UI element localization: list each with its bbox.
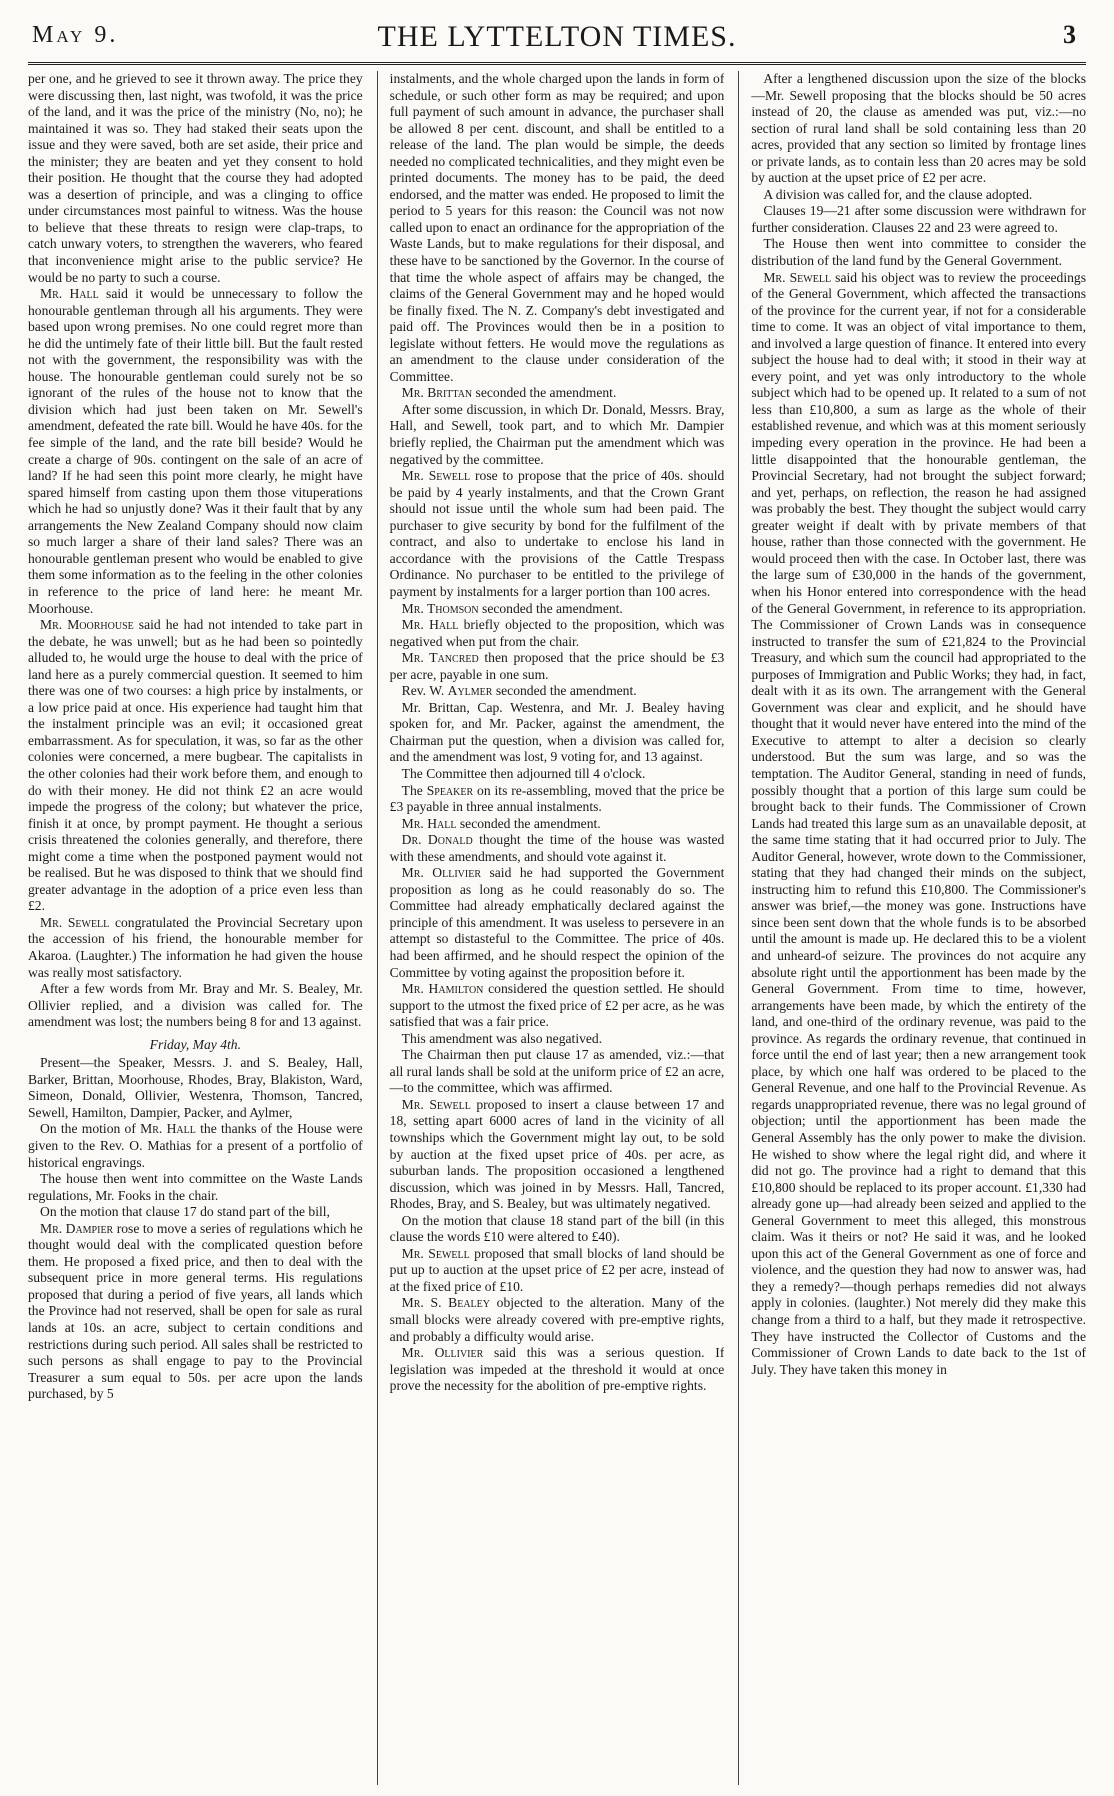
paragraph-text: said he had supported the Government proposition as long as he could reasonably do so. The Committee had already emphatically declared against the principle of this amendment. It was useless to persevere in an attempt so distasteful to the Committee. The price of 40s. had been affirmed, and he should respect the opinion of the Committee by voting against the proposition before it. bbox=[389, 865, 725, 980]
paragraph: The Committee then adjourned till 4 o'clock. bbox=[401, 765, 646, 781]
paragraph-text: seconded the amendment. bbox=[492, 683, 637, 699]
page-number: 3 bbox=[1063, 20, 1076, 49]
paragraph-text: said his object was to review the proceedings of the General Government, which affected the transactions of the province for the current year, if not for a considerable time to come. It was an object of vital importance to them, and involved a large question of finance. It entered into every subject the house had to deal with; it stood in their way at every point, and yet was only introductory to the whole subject which had to be opened up. It related to a sum of not less than £10,800, a sum as large as the whole of their established revenue, and which was at this moment seriously impeding every operation in the province. He had been a little disappointed that the honourable gentleman, the Provincial Secretary, had not brought the subject forward; and yet, perhaps, on reflection, the reason he had assigned was probably the best. They thought the subject would carry greater weight if dealt with by private members of that house, rather than those connected with the government. He would proceed then with the case. In October last, there was the large sum of £30,000 in the hands of the government, when his Honor entered into correspondence with the head of the General Government, in reference to its appropriation. The Commissioner of Crown Lands was in consequence instructed to transfer the sum of £21,824 to the Provincial Treasury, and which sum the council had appropriated to the purposes of Immigration and Public Works; they had, in fact, dealt with it as its own. The arrangement with the General Government was clear and explicit, and he should have thought that it would never have entered into the mind of the Executive to attempt to alter a decision so clearly understood. But the sum was large, and so was the temptation. The Auditor General, standing in need of funds, possibly thought that a portion of this large sum could be brought back to their funds. The Commissioner of Crown Lands had treated this large sum as an unavailable deposit, at the same time stating that it had occurred prior to July. The Auditor General, however, wrote down to the Commissioner, stating that they had changed their minds on the subject, instructing him to refund this £10,800. The Commissioner's answer was brief,—the money was gone. Instructions have since been sent down that the whole funds is to be absorbed until the amount is made up. He declared this to be a violent and unheard-of seizure. The provinces do not acquire any absolute right until the apportionment has been made by the General Government. From time to time, however, arrangements have been made, by which the entirety of the land, and one-third of the ordinary revenue, was paid to the province. As regards the ordinary revenue, that continued in force until the end of last year; then a new arrangement took place, by which one half was ordered to be placed to the General Revenue, and one half to the Provincial Revenue. As regards unappropriated revenue, there was no legal ground of objection; until the apportionment has been made the General Assembly has the only power to make the division. He wished to show where the legal right did, and where it did not go. The province had a right to demand that this £10,800 should be replaced to its proper account. £1,330 had already gone up—had already been seized and applied to the General Government to meet this alleged, this monstrous claim. Was it theirs or not? He said it was, and he looked upon this act of the General Government as one of force and violence, and the question they had now to answer was, had they a remedy?—though perhaps remedies did not always apply in colonies. (laughter.) Not merely did they make this change from a third to a half, but they made it retrospective. They have instructed the Collector of Customs and the Commissioner of Crown Lands to date back to the 1st of July. They have taken this money in bbox=[751, 269, 1086, 1377]
speaker-name: Mr. Sewell bbox=[401, 1096, 471, 1112]
article-columns bbox=[28, 71, 1086, 1785]
paragraph bbox=[28, 1121, 363, 1171]
paragraph bbox=[390, 1246, 725, 1296]
paragraph bbox=[390, 385, 725, 402]
speaker-name: Mr. Ollivier bbox=[401, 865, 481, 881]
paragraph bbox=[390, 617, 725, 650]
speaker-name: Mr. Sewell bbox=[401, 468, 471, 484]
paragraph bbox=[28, 1221, 363, 1403]
paragraph bbox=[390, 601, 725, 618]
paragraph-text: Rev. W. bbox=[401, 683, 448, 699]
paragraph bbox=[390, 783, 725, 816]
paragraph: The house then went into committee on the Waste Lands regulations, Mr. Fooks in the chair. bbox=[28, 1171, 363, 1203]
paragraph-text: seconded the amendment. bbox=[478, 600, 623, 616]
paragraph bbox=[390, 1097, 725, 1213]
paragraph bbox=[390, 981, 725, 1031]
paragraph-text: objected to the alteration. Many of the small blocks were already covered with pre-emptive rights, and probably a difficulty would arise. bbox=[389, 1295, 725, 1344]
paragraph-text: briefly objected to the proposition, which was negatived when put from the chair. bbox=[389, 617, 725, 649]
paragraph bbox=[28, 286, 363, 617]
speaker-name: Mr. Dampier bbox=[40, 1220, 114, 1236]
paragraph-text: On the motion of bbox=[40, 1121, 141, 1137]
speaker-name: Mr. Ollivier bbox=[401, 1345, 484, 1361]
paragraph-text: proposed to insert a clause between 17 and 18, setting apart 6000 acres of land in the vicinity of all townships which the Government might lay out, to be sold by auction at the fixed upset price of 40s. per acre, as suburban lands. The proposition occasioned a lengthened discussion, which was joined in by Messrs. Hall, Tancred, Rhodes, Bray, and S. Bealey, but was ultimately negatived. bbox=[389, 1096, 725, 1212]
paragraph: After some discussion, in which Dr. Donald, Messrs. Bray, Hall, and Sewell, took part, and to which Mr. Dampier briefly replied, the Chairman put the amendment which was negatived by the committee. bbox=[389, 401, 725, 467]
speaker-name: Dr. Donald bbox=[401, 832, 473, 848]
paragraph bbox=[390, 1295, 725, 1345]
paragraph-text: said it would be unnecessary to follow the honourable gentleman through all his arguments. They were based upon wrong premises. No one could regret more than he did the untimely fate of their little bill. But the fault rested not with the government, the responsibility was with the house. The honourable gentleman could surely not be so ignorant of the rules of the house not to know that the division which had just been taken on Mr. Sewell's amendment, defeated the rate bill. Would he have 40s. for the fee simple of the land, and the rate bill beside? Would he create a charge of 90s. contingent on the sale of an acre of land? If he had seen this point more clearly, he might have spared himself from casting upon them those vituperations which he had so unjustly done? Was it their fault that by any arrangements the New Zealand Company should now claim so much larger a share of their land sales? There was an honourable gentleman present who would be enabled to give them some information as to the feeling in the other colonies in reference to the price of land here: he meant Mr. Moorhouse. bbox=[28, 286, 363, 616]
paragraph: Mr. Brittan, Cap. Westenra, and Mr. J. Bealey having spoken for, and Mr. Packer, against the amendment, the Chairman put the question, when a division was called for, and the amendment was lost, 9 voting for, and 13 against. bbox=[389, 699, 725, 765]
issue-date: May 9. bbox=[32, 22, 119, 48]
paragraph-text: said this was a serious question. If legislation was impeded at the threshold it would at once prove the necessity for the abolition of pre-emptive rights. bbox=[389, 1345, 725, 1394]
paragraph-text: seconded the amendment. bbox=[472, 385, 617, 401]
paragraph-text: seconded the amendment. bbox=[456, 815, 601, 831]
paragraph: The Chairman then put clause 17 as amended, viz.:—that all rural lands shall be sold at the uniform price of £2 an acre,—to the committee, which was affirmed. bbox=[389, 1047, 725, 1096]
masthead bbox=[28, 18, 1086, 58]
speaker-name: Mr. Sewell bbox=[763, 269, 832, 285]
speaker-name: Mr. Hall bbox=[140, 1121, 196, 1137]
speaker-name: Mr. Tancred bbox=[401, 650, 479, 666]
paragraph bbox=[390, 816, 725, 833]
speaker-name: Aylmer bbox=[447, 683, 493, 699]
paragraph: Present—the Speaker, Messrs. J. and S. Bealey, Hall, Barker, Brittan, Moorhouse, Rhodes, Bray, Blakiston, Ward, Simeon, Donald, Ollivier, Westenra, Thomson, Tancred, Sewell, Hamilton, Dampier, Packer, and Aylmer, bbox=[28, 1055, 363, 1120]
speaker-name: Mr. S. Bealey bbox=[401, 1295, 490, 1311]
speaker-name: Mr. Thomson bbox=[401, 600, 479, 616]
paragraph-text: thought the time of the house was wasted with these amendments, and should vote against it. bbox=[389, 832, 725, 864]
paragraph-text: said he had not intended to take part in the debate, he was unwell; but as he had been so pointedly alluded to, he would urge the house to deal with the price of land here as a purely commercial question. It seemed to him there was one of two courses: a high price by instalments, or a low price paid at once. His experience had taught him that the instalment principle was an evil; it occasioned great embarrassment. As for speculation, it was, so far as the other colonies were concerned, a mere bugbear. The capitalists in the other colonies had their work before them, and enough to do with their money. He did not think £2 an acre would impede the progress of the colony; but whatever the price, finish it at once, by prompt payment. He thought a serious crisis threatened the colonies generally, and therefore, there might come a time when the postponed payment would not be realised. But he was disposed to think that we should find greater advantage in the adoption of a price even less than £2. bbox=[28, 617, 363, 914]
speaker-name: Mr. Moorhouse bbox=[40, 617, 134, 633]
paragraph-text: then proposed that the price should be £3 per acre, payable in one sum. bbox=[389, 650, 725, 682]
paragraph-text: congratulated the Provincial Secretary upon the accession of his friend, the honourable member for Akaroa. (Laughter.) The information he had given the house was really most satisfactory. bbox=[28, 914, 363, 980]
paragraph bbox=[390, 1345, 725, 1395]
paragraph bbox=[28, 617, 363, 915]
paragraph: instalments, and the whole charged upon the lands in form of schedule, or such other form as may be required; and upon full payment of such amount in advance, the purchaser shall be allowed 8 per cent. discount, and shall be entitled to a release of the land. The plan would be simple, the deeds needed no complicated technicalities, and they might even be printed documents. The money has to be paid, the deed endorsed, and the matter was ended. He proposed to limit the period to 5 years for this reason: the Council was not now called upon to enact an ordinance for the appropriation of the Waste Lands, but to make regulations for their disposal, and these have to be sanctioned by the Governor. In the course of that time the whole aspect of affairs may be changed, the claims of the General Government may and he hoped would be finally fixed. The N. Z. Company's debt investigated and paid off. The Provinces would then be in a position to legislate without fetters. He would move the regulations as an amendment to the clause under consideration of the Committee. bbox=[389, 71, 725, 384]
paragraph bbox=[390, 468, 725, 600]
speaker-name: Mr. Sewell bbox=[40, 914, 110, 930]
speaker-name: Mr. Brittan bbox=[401, 385, 473, 401]
column-3 bbox=[738, 71, 1086, 1785]
paragraph-text: rose to propose that the price of 40s. should be paid by 4 yearly instalments, and that the Crown Grant should not issue until the whole sum had been paid. The purchaser to give security by bond for the fulfilment of the contract, and also to undertake to enclose his land in accordance with the provisions of the Cattle Trespass Ordinance. No purchaser to be entitled to the privilege of payment by instalments for a larger portion than 100 acres. bbox=[389, 468, 725, 599]
paragraph: On the motion that clause 18 stand part of the bill (in this clause the words £10 were altered to £40). bbox=[389, 1212, 725, 1245]
paragraph bbox=[751, 270, 1086, 1379]
paragraph-text: proposed that small blocks of land should be put up to auction at the upset price of £2 per acre, instead of at the fixed price of £10. bbox=[389, 1245, 725, 1294]
paragraph: A division was called for, and the clause adopted. bbox=[763, 186, 1033, 202]
paragraph bbox=[28, 915, 363, 981]
paragraph: The House then went into committee to consider the distribution of the land fund by the General Government. bbox=[751, 236, 1086, 269]
paragraph: Clauses 19—21 after some discussion were withdrawn for further consideration. Clauses 22 and 23 were agreed to. bbox=[751, 203, 1086, 235]
newspaper-title: THE LYTTELTON TIMES. bbox=[377, 20, 737, 53]
paragraph: per one, and he grieved to see it thrown away. The price they were discussing then, last night, was twofold, it was the price of the land, and it was the price of the ministry (No, no); he maintained it was so. They had staked their seats upon the issue and they were saved, both are set aside, their price and the minister; they are beaten and yet they consent to hold their position. He thought that the course they had adopted was a desertion of principle, and was a clinging to office under circumstances most painful to witness. Was the house to believe that these threats to resign were clap-traps, to catch unwary voters, to strengthen the waverers, who feared that inconvenience might arise to the public service? He would be no party to such a course. bbox=[28, 71, 363, 285]
paragraph bbox=[390, 683, 725, 700]
paragraph-text: The bbox=[401, 782, 427, 798]
paragraph-text: considered the question settled. He should support to the utmost the fixed price of £2 per acre, as he was satisfied that was a fair price. bbox=[389, 981, 725, 1030]
speaker-name: Mr. Hall bbox=[40, 286, 99, 302]
section-date-heading: Friday, May 4th. bbox=[149, 1036, 242, 1052]
column-1 bbox=[28, 71, 363, 1785]
paragraph bbox=[390, 865, 725, 981]
paragraph: This amendment was also negatived. bbox=[401, 1030, 603, 1046]
paragraph: On the motion that clause 17 do stand part of the bill, bbox=[40, 1204, 330, 1220]
paragraph-text: the thanks of the House were given to the Rev. O. Mathias for a present of a portfolio of historical engravings. bbox=[28, 1121, 363, 1170]
speaker-name: Mr. Hamilton bbox=[401, 981, 484, 997]
paragraph bbox=[390, 650, 725, 683]
paragraph: After a lengthened discussion upon the size of the blocks—Mr. Sewell proposing that the blocks should be 50 acres instead of 20, the clause as amended was put, viz.:—no section of rural land shall be sold containing less than 20 acres, provided that any section so limited by frontage lines or private lands, as to contain less than 20 acres may be sold by auction at the upset price of £2 per acre. bbox=[751, 71, 1086, 186]
speaker-name: Mr. Hall bbox=[401, 815, 457, 831]
paragraph-text: rose to move a series of regulations which he thought would deal with the complicated question before them. He proposed a fixed price, and then to deal with the subsequent price in more general terms. His regulations proposed that during a period of five years, all lands which the Province had not reserved, shall be open for sale as rural lands at 10s. an acre, subject to certain conditions and restrictions during such period. All sales shall be restricted to such persons as shall engage to pay to the Provincial Treasurer a sum equal to 50s. per acre upon the lands purchased, by 5 bbox=[28, 1220, 363, 1402]
paragraph: After a few words from Mr. Bray and Mr. S. Bealey, Mr. Ollivier replied, and a division was called for. The amendment was lost; the numbers being 8 for and 13 against. bbox=[28, 981, 363, 1030]
paragraph bbox=[390, 832, 725, 865]
speaker-name: Mr. Sewell bbox=[401, 1245, 470, 1261]
speaker-name: Speaker bbox=[426, 782, 474, 798]
column-2 bbox=[377, 71, 725, 1785]
speaker-name: Mr. Hall bbox=[401, 617, 459, 633]
masthead-rule bbox=[28, 62, 1086, 65]
paragraph-text: on its re-assembling, moved that the price be £3 payable in three annual instalments. bbox=[389, 782, 725, 815]
